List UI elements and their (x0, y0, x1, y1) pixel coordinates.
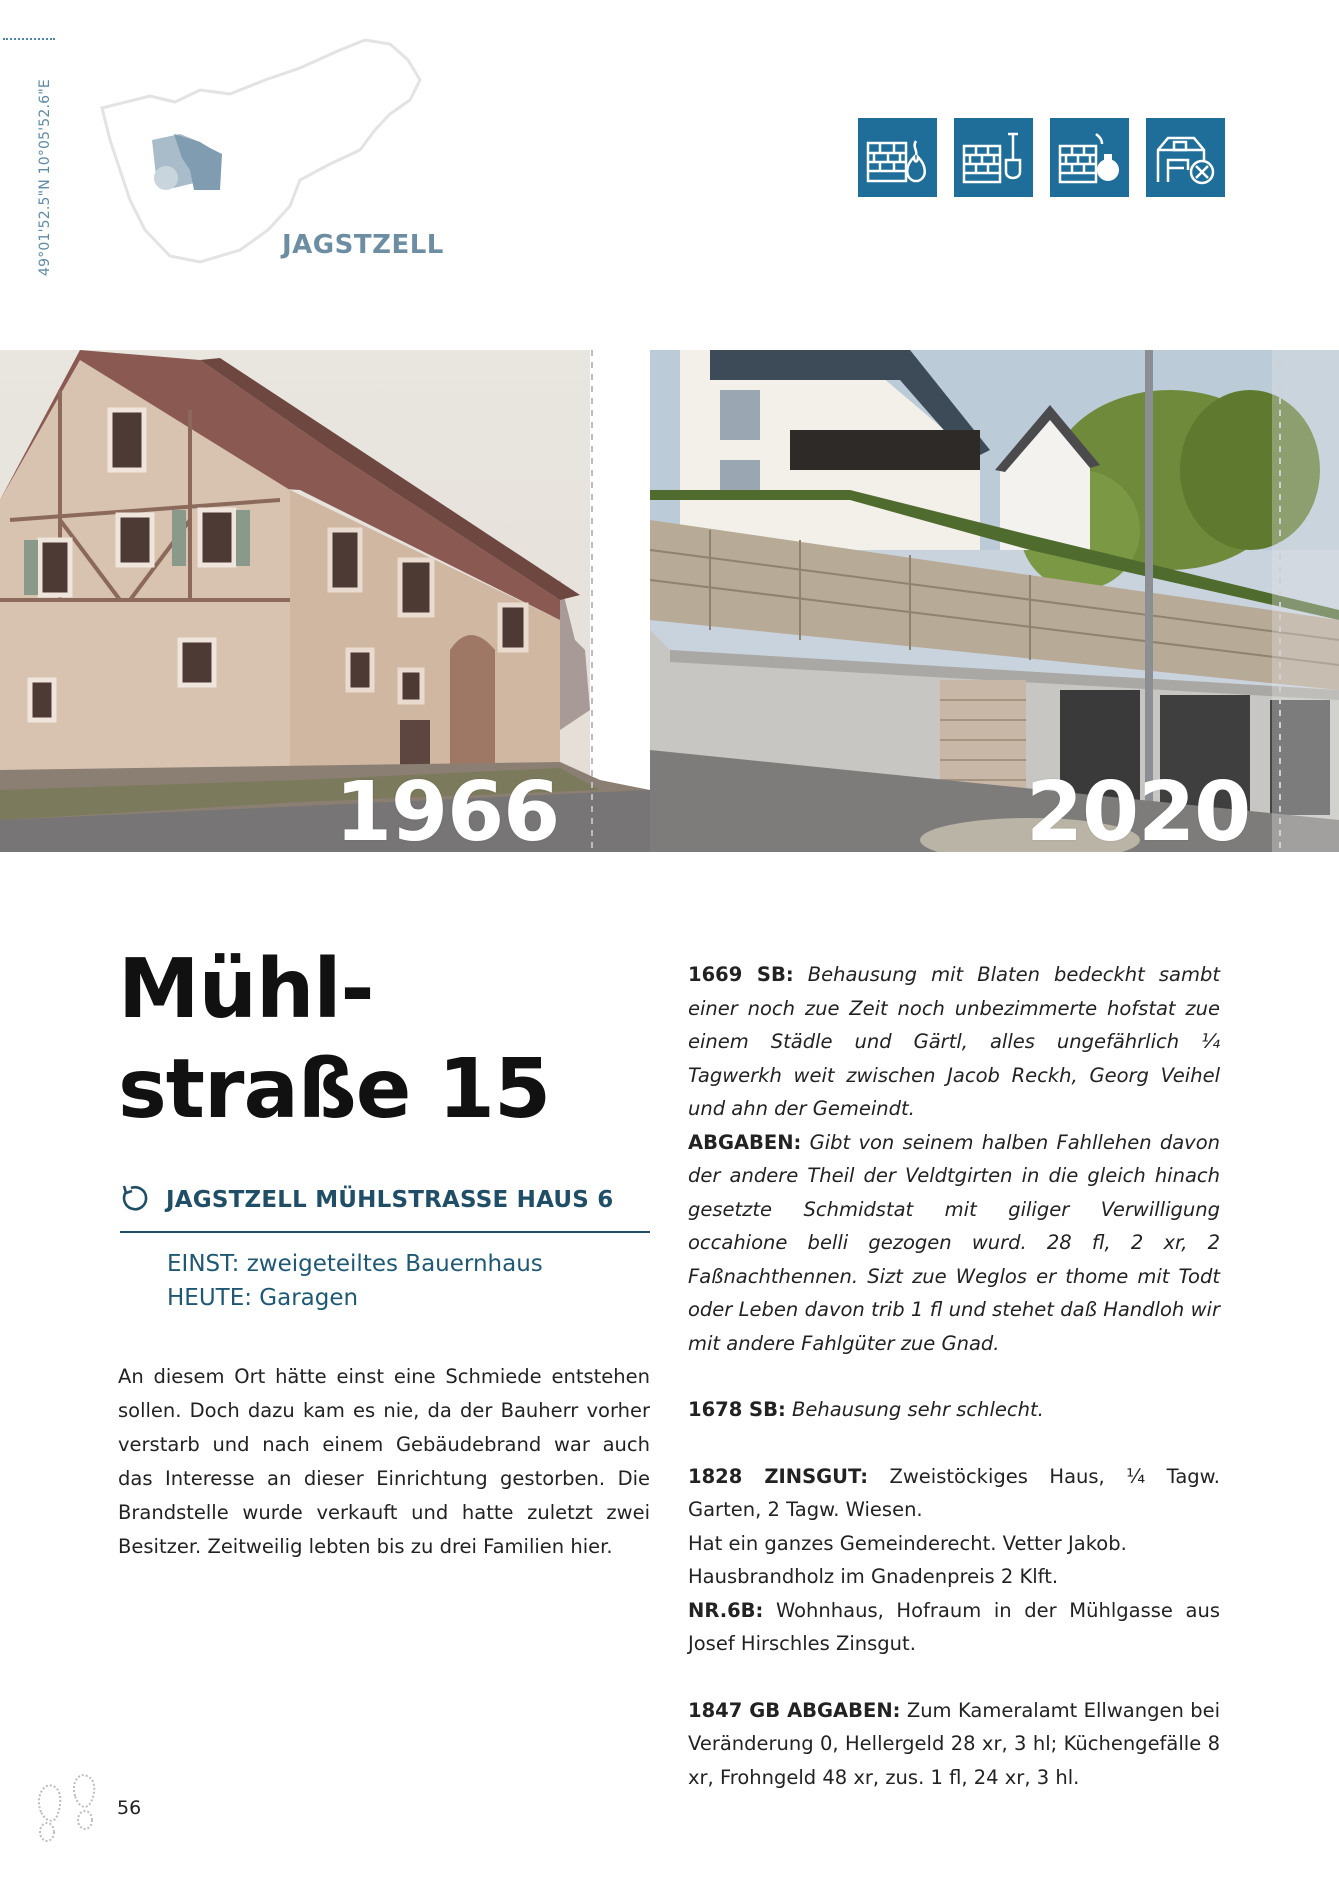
page-title (118, 940, 550, 1140)
footprints-icon (33, 1772, 103, 1856)
title-line-1: Mühl- (118, 942, 374, 1037)
locator-map (90, 30, 470, 280)
entry-nr6b (688, 1594, 1220, 1661)
photo-2020 (650, 350, 1339, 852)
barn-demolished-icon (1146, 118, 1225, 197)
entry-text: Zum Kameralamt Ellwangen bei Veränderung 0, Hellergeld 28 xr, 3 hl; Küchengefälle 8 xr, Frohngeld 48 xr, zus. 1 fl, 24 xr, 3 hl. (688, 1698, 1221, 1789)
fire-wall-icon (858, 118, 937, 197)
address-heading: JAGSTZELL MÜHLSTRASSE HAUS 6 (166, 1187, 614, 1213)
entry-text: Behausung sehr schlecht. (791, 1398, 1044, 1421)
history-column (688, 958, 1220, 1794)
entry-text: Zweistöckiges Haus, ¼ Tagw. Garten, 2 Tagw. Wiesen. (688, 1464, 1220, 1521)
entry-text: Wohnhaus, Hofraum in der Mühlgasse aus Josef Hirschles Zinsgut. (688, 1598, 1220, 1655)
title-line-2: straße 15 (118, 1042, 551, 1137)
map-label: JAGSTZELL (282, 230, 444, 260)
entry-1828-rights: Hat ein ganzes Gemeinderecht. Vetter Jakob. (688, 1531, 1127, 1555)
entry-1678 (688, 1393, 1220, 1427)
photo-1966 (0, 350, 650, 852)
entry-label: ABGABEN: (688, 1130, 802, 1154)
refresh-icon (120, 1183, 150, 1217)
entry-label: 1669 SB: (688, 963, 794, 986)
photo-year-2020: 2020 (1026, 765, 1251, 852)
address-box (120, 1183, 650, 1315)
entry-text: Behausung mit Blaten bedeckht sambt einer noch zue Zeit noch unbezimmerte hofstat zue einem Städle und Gärtl, alles ungefährlich ¼ Tagwerkh weit zwischen Jacob Reckh, Georg Veihel und ahn der Gemeindt. (688, 963, 1220, 1120)
coordinates (37, 30, 53, 276)
wall-bomb-icon (1050, 118, 1129, 197)
entry-1828-wood: Hausbrandholz im Gnadenpreis 2 Klft. (688, 1565, 1059, 1588)
entry-abgaben (688, 1126, 1220, 1361)
entry-1669 (688, 958, 1220, 1126)
entry-1847 (688, 1694, 1220, 1795)
now-text: HEUTE: Garagen (167, 1285, 359, 1311)
entry-label: 1828 ZINSGUT: (688, 1464, 868, 1488)
intro-paragraph: An diesem Ort hätte einst eine Schmiede entstehen sollen. Doch dazu kam es nie, da der Bauherr vorher verstarb und nach einem Gebäudebrand war auch das Interesse an dieser Einrichtung gestorben. Die Brandstelle wurde verkauft und hatte zuletzt zwei Besitzer. Zeitweilig lebten bis zu drei Familien hier. (118, 1365, 650, 1558)
entry-1828 (688, 1460, 1220, 1527)
wall-shovel-icon (954, 118, 1033, 197)
photo-year-1966: 1966 (335, 765, 560, 852)
page-number: 56 (117, 1797, 142, 1819)
before-text: EINST: zweigeteiltes Bauernhaus (167, 1251, 543, 1277)
coordinates-text: 49°01'52.5"N 10°05'52.6"E (37, 79, 53, 276)
entry-text: Gibt von seinem halben Fahllehen davon der andere Theil der Veldtgirten in die gleich hinach gesetzte Schmidstat mit giliger Verwilligung occahione belli gezogen wurd. 28 fl, 2 xr, 2 Faßnachthennen. Sizt zue Weglos er thome mit Todt oder Leben davon trib 1 fl und stehet daß Handloh wir mit andere Fahlgüter zue Gnad. (688, 1130, 1220, 1355)
entry-label: 1678 SB: (688, 1398, 786, 1421)
entry-label: 1847 GB ABGABEN: (688, 1698, 901, 1722)
photo-comparison (0, 350, 1339, 852)
category-icons (858, 118, 1225, 197)
dotted-rule (3, 38, 55, 40)
entry-label: NR.6B: (688, 1598, 764, 1622)
